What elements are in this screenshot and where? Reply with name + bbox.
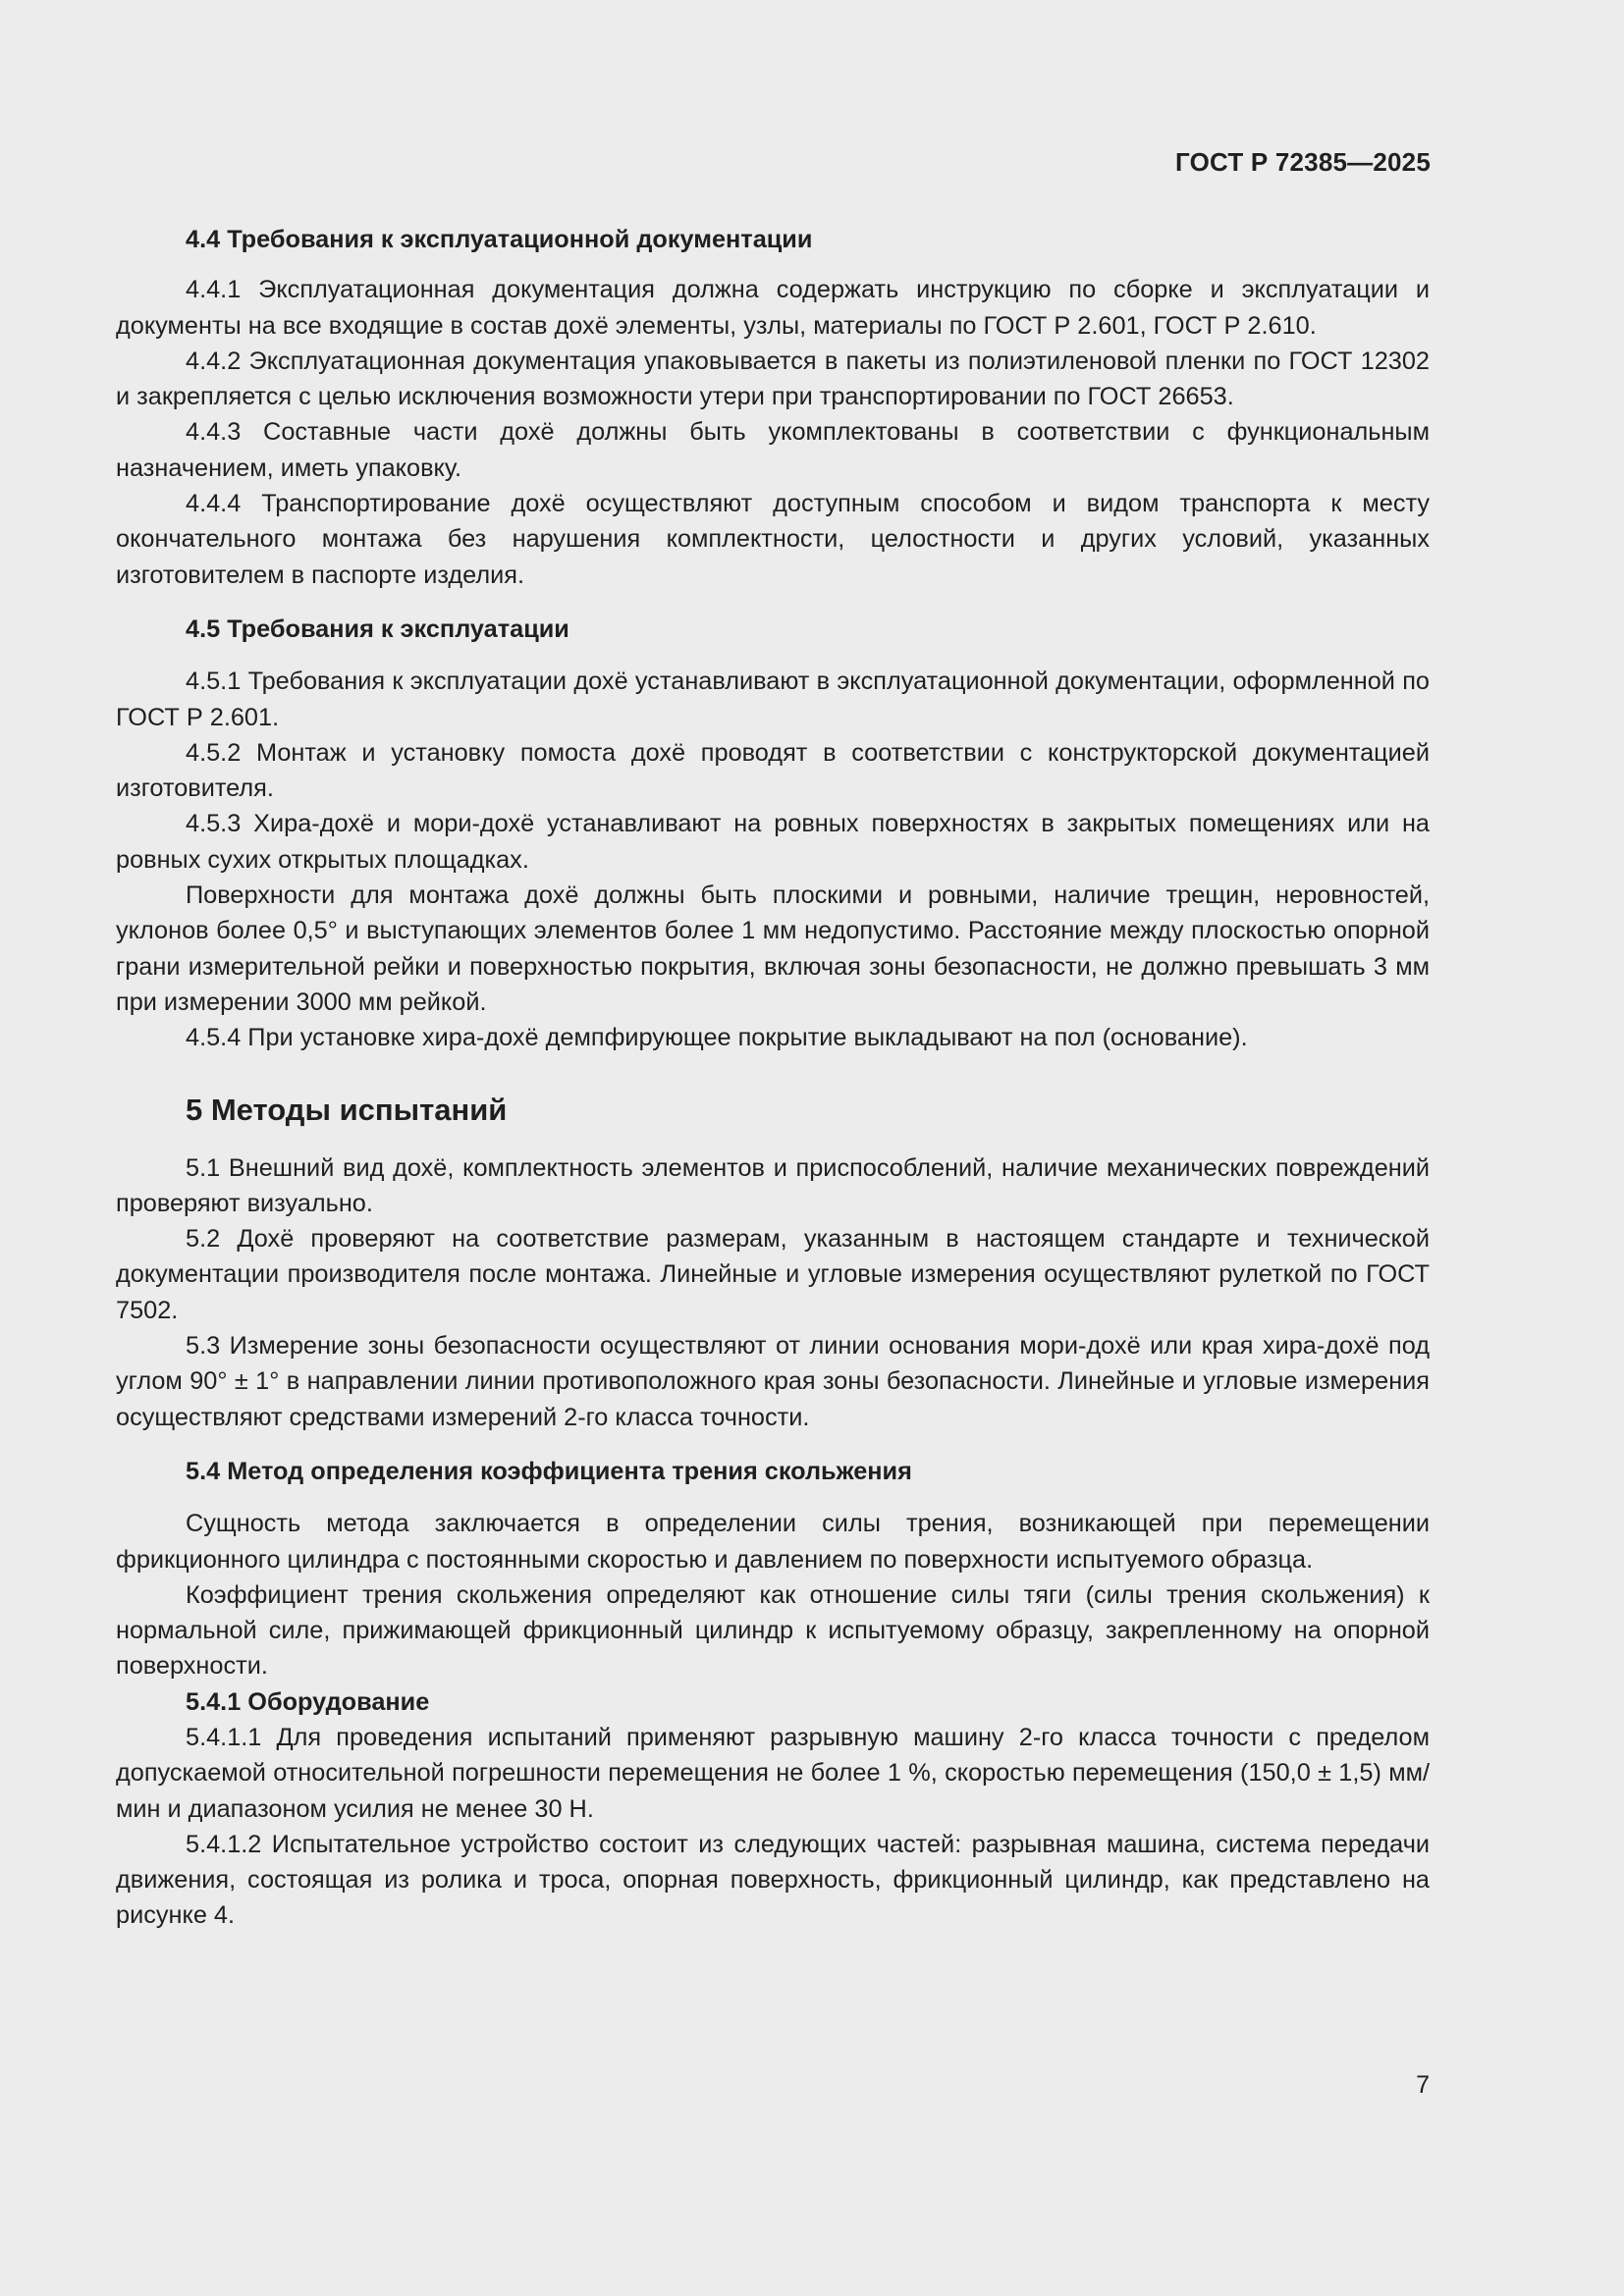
page-number: 7 <box>1416 2071 1430 2099</box>
document-code-header: ГОСТ Р 72385—2025 <box>1175 147 1431 177</box>
paragraph-4-4-3: 4.4.3 Составные части дохё должны быть укомплектованы в соответствии с функциональным назначением, иметь упаковку. <box>116 418 1430 482</box>
paragraph-4-4-4: 4.4.4 Транспортирование дохё осуществляют доступным способом и видом транспорта к месту окончательного монтажа без нарушения комплектности, целостности и других условий, указанных изготовителем в паспорте изделия. <box>116 490 1430 589</box>
section-heading-4-5: 4.5 Требования к эксплуатации <box>186 614 569 643</box>
chapter-heading-5: 5 Методы испытаний <box>186 1092 508 1127</box>
paragraph-5-1: 5.1 Внешний вид дохё, комплектность элементов и приспособлений, наличие механических повреждений проверяют визуально. <box>116 1153 1430 1217</box>
paragraph-5-4-1-1: 5.4.1.1 Для проведения испытаний применяют разрывную машину 2-го класса точности с пределом допускаемой относительной погрешности перемещения не более 1 %, скоростью перемещения (150,0 ± 1,5) мм/мин и диапазоном усилия не менее 30 Н. <box>116 1723 1430 1823</box>
paragraph-4-4-1: 4.4.1 Эксплуатационная документация должна содержать инструкцию по сборке и эксплуатации и документы на все входящие в состав дохё элементы, узлы, материалы по ГОСТ Р 2.601, ГОСТ Р 2.610. <box>116 276 1430 340</box>
subsection-heading-5-4-1: 5.4.1 Оборудование <box>186 1687 430 1716</box>
paragraph-4-5-4: 4.5.4 При установке хира-дохё демпфирующее покрытие выкладывают на пол (основание). <box>186 1024 1248 1052</box>
paragraph-4-5-1: 4.5.1 Требования к эксплуатации дохё устанавливают в эксплуатационной документации, оформленной по ГОСТ Р 2.601. <box>116 667 1430 731</box>
paragraph-4-5-3: 4.5.3 Хира-дохё и мори-дохё устанавливают на ровных поверхностях в закрытых помещениях или на ровных сухих открытых площадках. <box>116 810 1430 874</box>
document-body <box>116 222 1430 1934</box>
paragraph-5-3: 5.3 Измерение зоны безопасности осуществляют от линии основания мори-дохё или края хира-дохё под углом 90° ± 1° в направлении линии противоположного края зоны безопасности. Линейные и угловые измерения осуществляют средствами измерений 2-го класса точности. <box>116 1332 1430 1431</box>
section-heading-4-4: 4.4 Требования к эксплуатационной документации <box>186 226 813 253</box>
paragraph-4-4-2: 4.4.2 Эксплуатационная документация упаковывается в пакеты из полиэтиленовой пленки по ГОСТ 12302 и закрепляется с целью исключения возможности утери при транспортировании по ГОСТ 26653. <box>116 347 1430 411</box>
paragraph-surfaces: Поверхности для монтажа дохё должны быть плоскими и ровными, наличие трещин, неровностей, уклонов более 0,5° и выступающих элементов более 1 мм недопустимо. Расстояние между плоскостью опорной грани измерительной рейки и поверхностью покрытия, включая зоны безопасности, не должно превышать 3 мм при измерении 3000 мм рейкой. <box>116 881 1430 1016</box>
paragraph-5-2: 5.2 Дохё проверяют на соответствие размерам, указанным в настоящем стандарте и технической документации производителя после монтажа. Линейные и угловые измерения осуществляют рулеткой по ГОСТ 7502. <box>116 1225 1430 1324</box>
paragraph-5-4-1-2: 5.4.1.2 Испытательное устройство состоит из следующих частей: разрывная машина, система передачи движения, состоящая из ролика и троса, опорная поверхность, фрикционный цилиндр, как представлено на рисунке 4. <box>116 1830 1430 1930</box>
paragraph-method-essence: Сущность метода заключается в определении силы трения, возникающей при перемещении фрикционного цилиндра с постоянными скоростью и давлением по поверхности испытуемого образца. <box>116 1510 1430 1574</box>
paragraph-friction-coefficient: Коэффициент трения скольжения определяют как отношение силы тяги (силы трения скольжения) к нормальной силе, прижимающей фрикционный цилиндр к испытуемому образцу, закрепленному на опорной поверхности. <box>116 1580 1430 1681</box>
section-heading-5-4: 5.4 Метод определения коэффициента трения скольжения <box>186 1457 912 1485</box>
paragraph-4-5-2: 4.5.2 Монтаж и установку помоста дохё проводят в соответствии с конструкторской документацией изготовителя. <box>116 738 1430 803</box>
